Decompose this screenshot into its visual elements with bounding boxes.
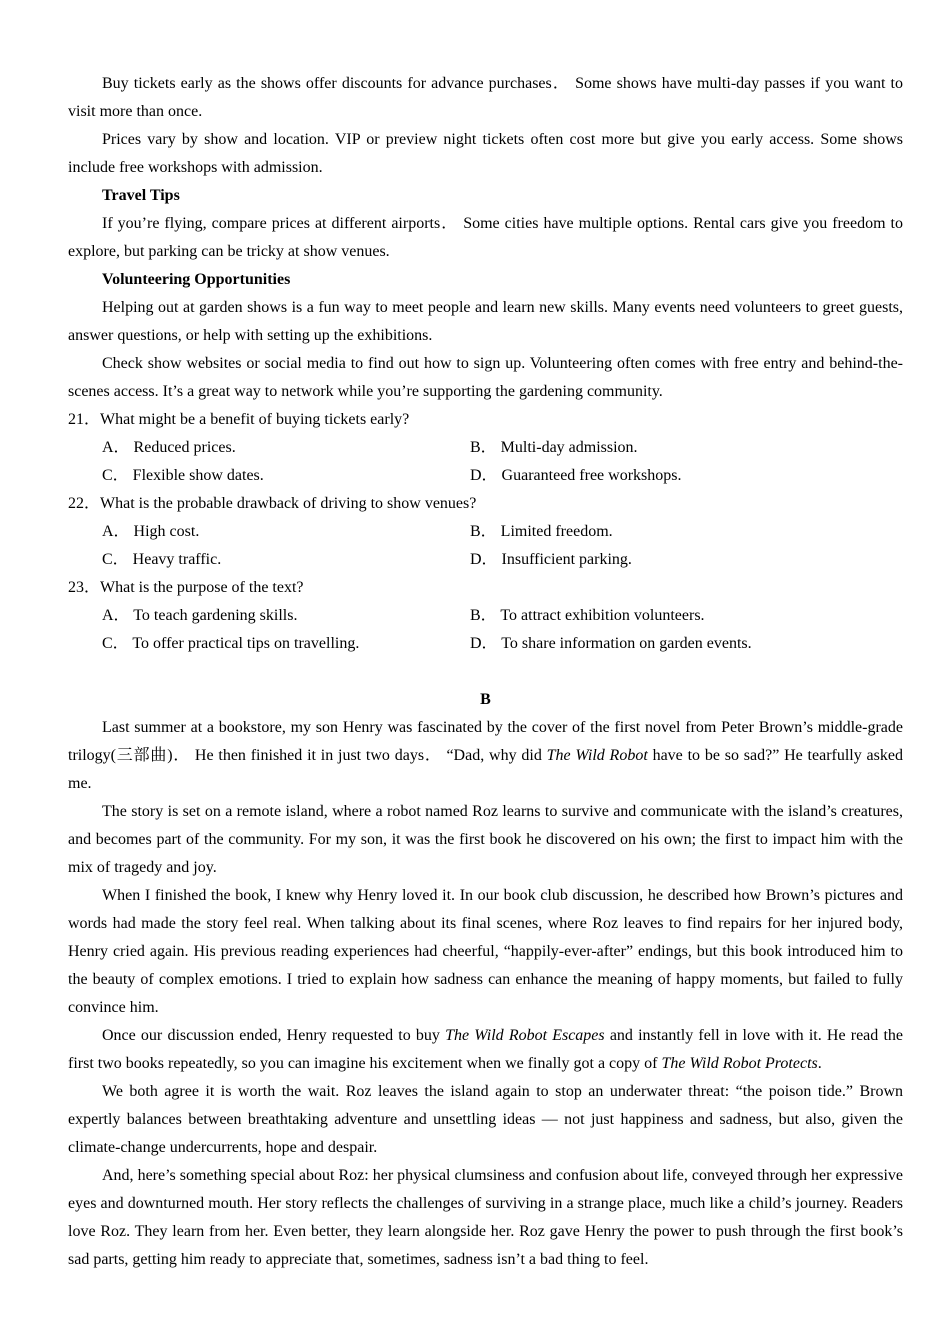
option-c: C． Flexible show dates. [102, 467, 264, 484]
question-stem [68, 406, 903, 434]
answer-options [68, 602, 903, 658]
option-d: D． Guaranteed free workshops. [470, 467, 682, 484]
question-text: What is the purpose of the text? [100, 579, 304, 596]
paragraph-worth-the-wait: We both agree it is worth the wait. Roz leaves the island again to stop an underwater threat: “the poison tide.” Brown expertly balances between breathtaking adventure and unsettling ideas — not just happiness and sadness, but also, given the climate-change undercurrents, hope and despair. [68, 1083, 903, 1156]
question-stem [68, 574, 903, 602]
paragraph-book-club: When I finished the book, I knew why Henry loved it. In our book club discussion, he described how Brown’s pictures and words had made the story feel real. When talking about its final scenes, where Roz leaves to find repairs for her injured body, Henry cried again. His previous reading experiences had cheerful, “happily-ever-after” endings, but this book introduced him to the beauty of complex emotions. I tried to explain how sadness can enhance the meaning of happy moments, but failed to fully convince him. [68, 887, 903, 1016]
paragraph-volunteer-1: Helping out at garden shows is a fun way to meet people and learn new skills. Many events need volunteers to greet guests, answer questions, or help with setting up the exhibitions. [68, 299, 903, 344]
travel-tips-heading: Travel Tips [102, 187, 180, 204]
option-a: A． Reduced prices. [102, 439, 236, 456]
document-page [68, 70, 903, 1274]
paragraph-tickets-early: Buy tickets early as the shows offer discounts for advance purchases． Some shows have multi-day passes if you want to visit more than once. [68, 75, 903, 120]
question-number: 21． [68, 411, 101, 428]
paragraph-ticket-prices: Prices vary by show and location. VIP or preview night tickets often cost more but give you early access. Some shows include free workshops with admission. [68, 131, 903, 176]
option-b: B． Multi-day admission. [470, 439, 638, 456]
paragraph-story-setting: The story is set on a remote island, where a robot named Roz learns to survive and communicate with the island’s creatures, and becomes part of the community. For my son, it was the first book he discovered on his own; the first to impact him with the mix of tragedy and joy. [68, 803, 903, 876]
option-b: B． Limited freedom. [470, 523, 613, 540]
option-c: C． To offer practical tips on travelling. [102, 635, 360, 652]
paragraph-bookstore: Last summer at a bookstore, my son Henry was fascinated by the cover of the first novel from Peter Brown’s middle-grade trilogy(三部曲)． He then finished it in just two days． “Dad, why did The Wild Robot have to be so sad?” He tearfully asked me. [68, 719, 903, 792]
option-a: A． High cost. [102, 523, 200, 540]
answer-options [68, 434, 903, 490]
option-c: C． Heavy traffic. [102, 551, 222, 568]
book-title: The Wild Robot Protects [661, 1055, 818, 1072]
book-title: The Wild Robot [546, 747, 648, 764]
paragraph-about-roz: And, here’s something special about Roz: her physical clumsiness and confusion about life, conveyed through her expressive eyes and downturned mouth. Her story reflects the challenges of surviving in a strange place, much like a child’s journey. Readers love Roz. They learn from her. Even better, they learn alongside her. Roz gave Henry the power to push through the first book’s sad parts, getting him ready to appreciate that, sometimes, sadness isn’t a bad thing to feel. [68, 1167, 903, 1268]
question-stem [68, 490, 903, 518]
answer-options [68, 518, 903, 574]
option-a: A． To teach gardening skills. [102, 607, 298, 624]
option-d: D． To share information on garden events. [470, 635, 752, 652]
paragraph-sequels: Once our discussion ended, Henry requested to buy The Wild Robot Escapes and instantly fell in love with it. He read the first two books repeatedly, so you can imagine his excitement when we finally got a copy of The Wild Robot Protects. [68, 1027, 904, 1072]
paragraph-volunteer-2: Check show websites or social media to find out how to sign up. Volunteering often comes with free entry and behind-the-scenes access. It’s a great way to network while you’re supporting the gardening community. [68, 355, 903, 400]
question-number: 22． [68, 495, 101, 512]
option-d: D． Insufficient parking. [470, 551, 632, 568]
option-b: B． To attract exhibition volunteers. [470, 607, 705, 624]
section-b-title: B [480, 691, 491, 708]
book-title: The Wild Robot Escapes [445, 1027, 605, 1044]
question-22 [68, 490, 903, 574]
question-text: What might be a benefit of buying tickets early? [100, 411, 410, 428]
question-23 [68, 574, 903, 658]
question-text: What is the probable drawback of driving to show venues? [100, 495, 477, 512]
question-21 [68, 406, 903, 490]
paragraph-travel: If you’re flying, compare prices at different airports． Some cities have multiple options. Rental cars give you freedom to explore, but parking can be tricky at show venues. [68, 215, 903, 260]
question-number: 23． [68, 579, 101, 596]
volunteering-heading: Volunteering Opportunities [102, 271, 291, 288]
